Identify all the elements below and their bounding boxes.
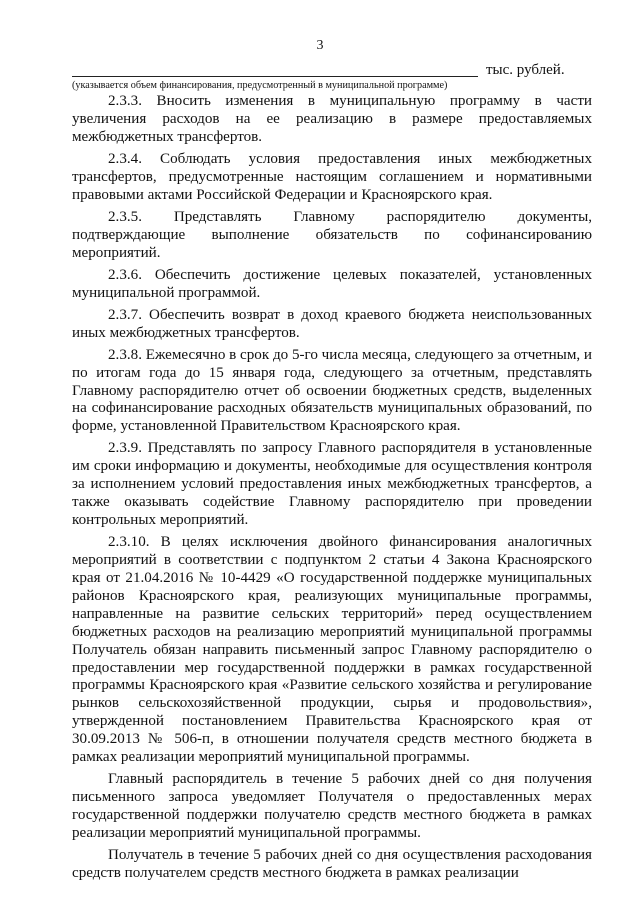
- paragraph-2-3-3: 2.3.3. Вносить изменения в муниципальную программу в части увеличения расходов на ее реализацию в размере предоставляемых межбюджетных трансфертов.: [72, 93, 592, 145]
- financing-unit: тыс. рублей.: [486, 62, 565, 78]
- paragraph-2-3-10: 2.3.10. В целях исключения двойного финансирования аналогичных мероприятий в соответствии с подпунктом 2 статьи 4 Закона Красноярского края от 21.04.2016 № 10-4429 «О государственной поддержке муниципальных районов Красноярского края, реализующих муниципальные программы, направленные на развитие сельских территорий» перед осуществлением бюджетных расходов на реализацию мероприятий муниципальной программы Получатель обязан направить письменный запрос Главному распорядителю о предоставлении мер государственной поддержки в рамках государственной программы Красноярского края «Развитие сельского хозяйства и регулирование рынков сельскохозяйственной продукции, сырья и продовольствия», утвержденной постановлением Правительства Красноярского края от 30.09.2013 № 506-п, в отношении получателя средств местного бюджета в рамках реализации мероприятий муниципальной программы.: [72, 534, 592, 766]
- page-number: 3: [316, 38, 324, 53]
- agreement-text: [72, 93, 592, 887]
- paragraph-2-3-5: 2.3.5. Представлять Главному распорядителю документы, подтверждающие выполнение обязательств по софинансированию мероприятий.: [72, 208, 592, 261]
- paragraph-2-3-7: 2.3.7. Обеспечить возврат в доход краевого бюджета неиспользованных иных межбюджетных трансфертов.: [72, 306, 592, 341]
- paragraph-2-3-9: 2.3.9. Представлять по запросу Главного распорядителя в установленные им сроки информацию и документы, необходимые для осуществления контроля за исполнением условий предоставления иных межбюджетных трансфертов, а также оказывать содействие Главному распорядителю при проведении контрольных мероприятий.: [72, 440, 592, 529]
- financing-note: (указывается объем финансирования, предусмотренный в муниципальной программе): [72, 80, 448, 91]
- paragraph-2-3-6: 2.3.6. Обеспечить достижение целевых показателей, установленных муниципальной программой.: [72, 266, 592, 301]
- paragraph-distributor-notice: Главный распорядитель в течение 5 рабочих дней со дня получения письменного запроса уведомляет Получателя о предоставленных мерах государственной поддержки получателю средств местного бюджета в рамках реализации мероприятий муниципальной программы.: [72, 771, 592, 841]
- paragraph-recipient-obligation: Получатель в течение 5 рабочих дней со дня осуществления расходования средств получателем средств местного бюджета в рамках реализации: [72, 846, 592, 881]
- paragraph-2-3-8: 2.3.8. Ежемесячно в срок до 5-го числа месяца, следующего за отчетным, и по итогам года до 15 января года, следующего за отчетным, представлять Главному распорядителю отчет об освоении бюджетных средств, выделенных на софинансирование расходных обязательств муниципальных образований, по форме, установленной Правительством Красноярского края.: [72, 346, 592, 435]
- paragraph-2-3-4: 2.3.4. Соблюдать условия предоставления иных межбюджетных трансфертов, предусмотренные настоящим соглашением и нормативными правовыми актами Российской Федерации и Красноярского края.: [72, 150, 592, 203]
- financing-amount-blank: [72, 76, 478, 77]
